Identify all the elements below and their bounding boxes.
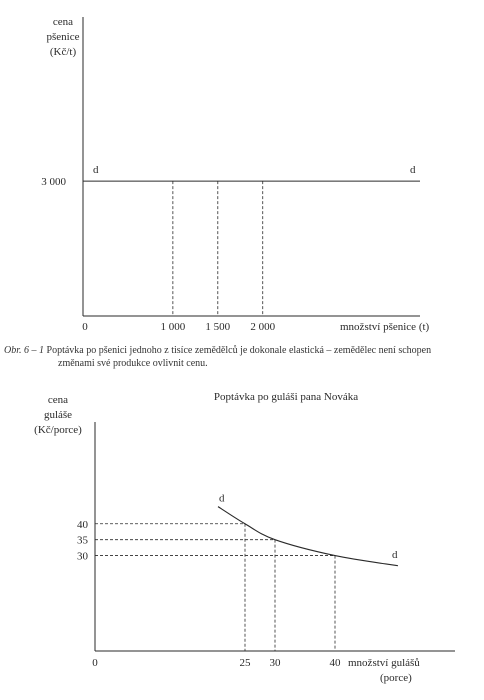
curve-label-top: d (219, 492, 225, 505)
caption-line-2: změnami své produkce ovlivnit cenu. (58, 358, 208, 369)
y-axis-label: cena (47, 394, 69, 406)
y-tick-label: 30 (77, 550, 88, 563)
curve-label-bottom: d (392, 548, 398, 561)
y-axis-label: cena (52, 16, 74, 28)
x-tick-label: 30 (269, 657, 281, 669)
y-tick-label: 3 000 (41, 176, 66, 189)
origin-label: 0 (92, 657, 98, 669)
chart-title: Poptávka po guláši pana Nováka (213, 391, 359, 403)
caption-line-1: Poptávka po pšenici jednoho z tisíce zemědělců je dokonale elastická – zemědělec není schopen (46, 345, 432, 356)
x-tick-label: 2 000 (250, 321, 276, 333)
y-tick-label: 40 (77, 518, 88, 531)
x-tick-label: 25 (239, 657, 251, 669)
y-tick-label: 35 (77, 534, 88, 547)
x-tick-label: 1 000 (160, 321, 186, 333)
caption-label: Obr. 6 – 1 (4, 345, 45, 356)
y-axis-label: (Kč/t) (49, 46, 77, 58)
y-axis-label: guláše (43, 409, 73, 421)
x-tick-label: 1 500 (205, 321, 231, 333)
y-axis-label: pšenice (46, 31, 80, 43)
curve-label-right: d (410, 164, 416, 177)
y-axis-label: (Kč/porce) (34, 424, 82, 436)
origin-label: 0 (82, 321, 88, 333)
curve-label-left: d (93, 164, 99, 177)
x-axis-label: množství gulášů (348, 657, 420, 669)
x-axis-label-unit: (porce) (380, 672, 412, 684)
x-tick-label: 40 (329, 657, 341, 669)
x-axis-label: množství pšenice (t) (340, 321, 430, 333)
